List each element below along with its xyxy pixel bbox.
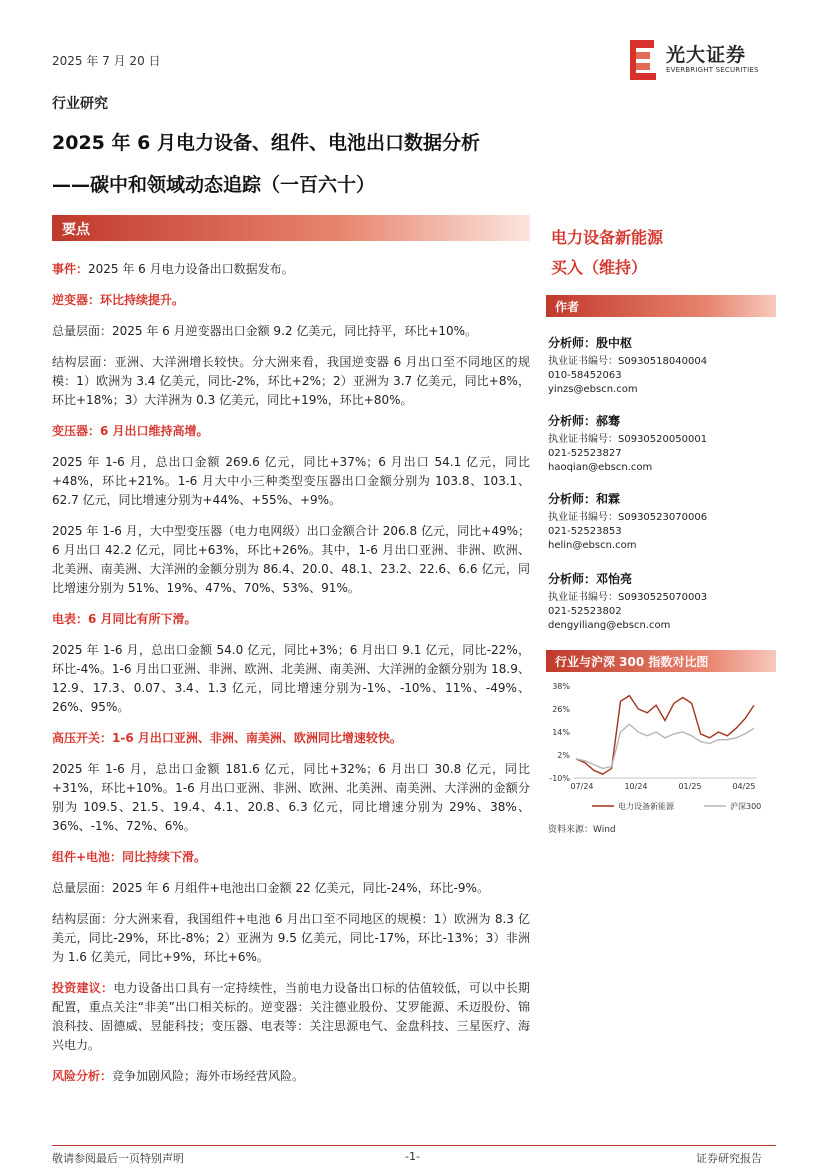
everbright-logo [626,38,776,82]
paragraph-head: 变压器：6 月出口维持高增。 [52,424,209,438]
paragraph-head: 投资建议： [52,981,114,995]
paragraph [52,1067,530,1086]
paragraph-head: 事件： [52,262,89,276]
footer-disclaimer[interactable]: 敬请参阅最后一页特别声明 [52,1152,184,1165]
paragraph-text: 结构层面：亚洲、大洋洲增长较快。分大洲来看，我国逆变器 6 月出口至不同地区的规模：1）欧洲为 3.4 亿美元，同比-2%，环比+2%；2）亚洲为 3.7 亿美元，同比+8%，环比+18%；3）大洋洲为 0.3 亿美元，同比+19%，环比+80%。 [52,355,530,407]
industry-name: 电力设备新能源 [551,228,664,247]
rating: 买入（维持） [551,258,648,277]
paragraph-text: 结构层面：分大洲来看，我国组件+电池 6 月出口至不同地区的规模：1）欧洲为 8.3 亿美元，同比-29%，环比-8%；2）亚洲为 9.5 亿美元，同比-17%，环比-13%；3）非洲为 1.6 亿美元，同比+9%，环比+6%。 [52,912,530,964]
paragraph [52,353,530,410]
report-type: 行业研究 [52,96,108,112]
chart-label: 行业与沪深 300 指数对比图 [555,655,709,669]
analyst-name: 分析师：和霖 [548,492,621,506]
x-tick-label: 01/25 [678,782,702,791]
paragraph [52,260,530,279]
y-tick-label: 2% [557,751,570,760]
analyst-phone: 021-52523853 [548,526,622,537]
paragraph [52,422,530,441]
legend-label: 沪深300 [730,802,762,811]
performance-chart [546,678,778,820]
analyst-block [548,490,778,553]
series-line [576,724,754,768]
paragraph-text: 2025 年 1-6 月，总出口金额 54.0 亿元，同比+3%；6 月出口 9.1 亿元，同比-22%，环比-4%。1-6 月出口亚洲、非洲、欧洲、北美洲、南美洲、大洋洲的金额分别为 18.9、12.9、17.3、0.07、3.4、1.3 亿元，同比增速分别为-1%、-10%、11%、-49%、26%、95%。 [52,643,530,714]
analyst-email[interactable]: haoqian@ebscn.com [548,462,653,473]
legend-label: 电力设备新能源 [618,802,674,811]
logo-mark-icon [626,38,660,82]
chart-header [546,650,776,672]
key-points-header [52,215,530,241]
analyst-cert: 执业证书编号：S0930525070003 [548,592,708,603]
y-tick-label: 14% [552,728,570,737]
paragraph-text: 总量层面：2025 年 6 月组件+电池出口金额 22 亿美元，同比-24%，环比-9%。 [52,881,489,895]
paragraph-text: 总量层面：2025 年 6 月逆变器出口金额 9.2 亿美元，同比持平，环比+10%。 [52,324,478,338]
paragraph-head: 风险分析： [52,1069,113,1083]
analyst-phone: 021-52523802 [548,606,622,617]
authors-header [546,295,776,317]
paragraph [52,760,530,836]
y-tick-label: 38% [552,682,570,691]
footer-divider [52,1145,776,1146]
x-tick-label: 10/24 [624,782,648,791]
analyst-name: 分析师：郝骞 [548,414,621,428]
report-title: 2025 年 6 月电力设备、组件、电池出口数据分析 [52,132,480,154]
paragraph-head: 电表：6 月同比有所下滑。 [52,612,197,626]
analyst-name: 分析师：殷中枢 [548,336,633,350]
x-tick-label: 04/25 [732,782,756,791]
paragraph-text: 2025 年 1-6 月，总出口金额 269.6 亿元，同比+37%；6 月出口 54.1 亿元，同比+48%，环比+21%。1-6 月大中小三种类型变压器出口金额分别为 103.8、103.1、62.7 亿元，同比增速分别为+44%、+55%、+9%。 [52,455,530,507]
analyst-email[interactable]: yinzs@ebscn.com [548,384,638,395]
paragraph-text: 竞争加剧风险；海外市场经营风险。 [112,1069,305,1083]
paragraph-head: 高压开关：1-6 月出口亚洲、非洲、南美洲、欧洲同比增速较快。 [52,731,402,745]
analyst-cert: 执业证书编号：S0930523070006 [548,512,708,523]
authors-label: 作者 [555,300,580,314]
analyst-email[interactable]: dengyiliang@ebscn.com [548,620,671,631]
paragraph [52,879,530,898]
analyst-phone: 010-58452063 [548,370,622,381]
paragraph [52,641,530,717]
paragraph-head: 组件+电池：同比持续下滑。 [52,850,207,864]
logo-text-en: EVERBRIGHT SECURITIES [666,66,759,74]
paragraph [52,848,530,867]
paragraph-text: 2025 年 1-6 月，大中型变压器（电力电网级）出口金额合计 206.8 亿元，同比+49%；6 月出口 42.2 亿元，同比+63%，环比+26%。其中，1-6 月出口亚洲、非洲、欧洲、北美洲、南美洲、大洋洲的金额分别为 86.4、20.0、48.1、23.2、22.6、6.6 亿元，同比增速分别为 51%、19%、47%、70%、53%、91%。 [52,524,530,595]
main-content [52,260,530,1098]
paragraph [52,453,530,510]
paragraph [52,291,530,310]
paragraph [52,610,530,629]
page-number: -1- [405,1150,420,1163]
paragraph [52,522,530,598]
paragraph-text: 2025 年 6 月电力设备出口数据发布。 [88,262,294,276]
report-subtitle: ——碳中和领域动态追踪（一百六十） [52,174,376,196]
paragraph-text: 电力设备出口具有一定持续性，当前电力设备出口标的估值较低，可以中长期配置，重点关注“非美”出口相关标的。逆变器：关注德业股份、艾罗能源、禾迈股份、锦浪科技、固德威、昱能科技；变压器、电表等：关注思源电气、金盘科技、三星医疗、海兴电力。 [52,981,530,1052]
paragraph [52,322,530,341]
report-date: 2025 年 7 月 20 日 [52,54,161,68]
analyst-name: 分析师：邓怡亮 [548,572,633,586]
y-tick-label: -10% [549,774,570,783]
analyst-block [548,334,778,397]
paragraph [52,910,530,967]
series-line [576,696,754,775]
analyst-cert: 执业证书编号：S0930520050001 [548,434,708,445]
y-tick-label: 26% [552,705,570,714]
analyst-cert: 执业证书编号：S0930518040004 [548,356,708,367]
key-points-label: 要点 [62,222,90,238]
analyst-block [548,570,778,633]
paragraph-text: 2025 年 1-6 月，总出口金额 181.6 亿元，同比+32%；6 月出口 30.8 亿元，同比+31%，环比+10%。1-6 月出口亚洲、非洲、欧洲、北美洲、南美洲、大洋洲的金额分别为 109.5、21.5、19.4、4.1、20.8、6.3 亿元，同比增速分别为 29%、38%、36%、-1%、72%、6%。 [52,762,530,833]
footer-report-type: 证券研究报告 [696,1152,762,1165]
analyst-email[interactable]: helin@ebscn.com [548,540,637,551]
analyst-phone: 021-52523827 [548,448,622,459]
logo-text-cn: 光大证券 [666,44,747,66]
paragraph [52,979,530,1055]
analyst-block [548,412,778,475]
chart-source: 资料来源：Wind [548,825,616,835]
x-tick-label: 07/24 [570,782,594,791]
paragraph [52,729,530,748]
paragraph-head: 逆变器：环比持续提升。 [52,293,185,307]
